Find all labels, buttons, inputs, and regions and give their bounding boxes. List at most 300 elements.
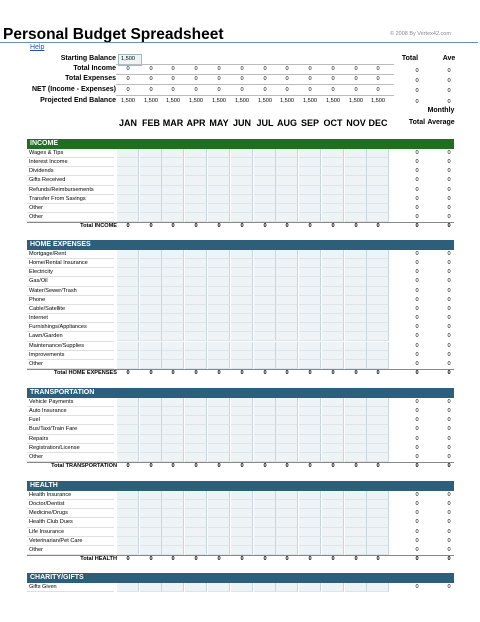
budget-input-cell[interactable]: [140, 213, 163, 222]
budget-input-cell[interactable]: [299, 360, 322, 369]
budget-input-cell[interactable]: [345, 351, 368, 360]
budget-input-cell[interactable]: [367, 444, 390, 453]
budget-input-cell[interactable]: [208, 435, 231, 444]
budget-input-cell[interactable]: [185, 583, 208, 592]
budget-input-cell[interactable]: [367, 398, 390, 407]
budget-input-cell[interactable]: [208, 453, 231, 462]
budget-input-cell[interactable]: [162, 176, 185, 185]
budget-input-cell[interactable]: [117, 195, 140, 204]
budget-input-cell[interactable]: [185, 351, 208, 360]
budget-input-cell[interactable]: [254, 398, 277, 407]
budget-input-cell[interactable]: [231, 453, 254, 462]
budget-input-cell[interactable]: [322, 453, 345, 462]
budget-input-cell[interactable]: [231, 491, 254, 500]
budget-input-cell[interactable]: [231, 186, 254, 195]
budget-input-cell[interactable]: [162, 323, 185, 332]
budget-input-cell[interactable]: [162, 528, 185, 537]
budget-input-cell[interactable]: [322, 277, 345, 286]
budget-input-cell[interactable]: [162, 332, 185, 341]
budget-input-cell[interactable]: [162, 186, 185, 195]
budget-input-cell[interactable]: [345, 435, 368, 444]
budget-input-cell[interactable]: [299, 158, 322, 167]
budget-input-cell[interactable]: [185, 176, 208, 185]
budget-input-cell[interactable]: [345, 491, 368, 500]
budget-input-cell[interactable]: [185, 323, 208, 332]
budget-input-cell[interactable]: [322, 204, 345, 213]
budget-input-cell[interactable]: [367, 360, 390, 369]
budget-input-cell[interactable]: [276, 204, 299, 213]
budget-input-cell[interactable]: [185, 360, 208, 369]
budget-input-cell[interactable]: [367, 314, 390, 323]
budget-input-cell[interactable]: [322, 444, 345, 453]
budget-input-cell[interactable]: [140, 305, 163, 314]
budget-input-cell[interactable]: [162, 407, 185, 416]
budget-input-cell[interactable]: [185, 277, 208, 286]
budget-input-cell[interactable]: [140, 407, 163, 416]
budget-input-cell[interactable]: [117, 167, 140, 176]
budget-input-cell[interactable]: [254, 250, 277, 259]
budget-input-cell[interactable]: [254, 444, 277, 453]
budget-input-cell[interactable]: [117, 528, 140, 537]
budget-input-cell[interactable]: [345, 176, 368, 185]
budget-input-cell[interactable]: [117, 296, 140, 305]
budget-input-cell[interactable]: [276, 491, 299, 500]
budget-input-cell[interactable]: [117, 416, 140, 425]
budget-input-cell[interactable]: [140, 167, 163, 176]
budget-input-cell[interactable]: [185, 398, 208, 407]
budget-input-cell[interactable]: [208, 213, 231, 222]
budget-input-cell[interactable]: [162, 259, 185, 268]
budget-input-cell[interactable]: [345, 583, 368, 592]
budget-input-cell[interactable]: [367, 407, 390, 416]
budget-input-cell[interactable]: [254, 500, 277, 509]
budget-input-cell[interactable]: [117, 444, 140, 453]
budget-input-cell[interactable]: [231, 407, 254, 416]
budget-input-cell[interactable]: [140, 425, 163, 434]
budget-input-cell[interactable]: [276, 342, 299, 351]
budget-input-cell[interactable]: [276, 305, 299, 314]
budget-input-cell[interactable]: [367, 268, 390, 277]
budget-input-cell[interactable]: [254, 195, 277, 204]
budget-input-cell[interactable]: [299, 296, 322, 305]
budget-input-cell[interactable]: [208, 360, 231, 369]
budget-input-cell[interactable]: [276, 360, 299, 369]
budget-input-cell[interactable]: [322, 342, 345, 351]
budget-input-cell[interactable]: [231, 314, 254, 323]
budget-input-cell[interactable]: [367, 259, 390, 268]
budget-input-cell[interactable]: [367, 435, 390, 444]
budget-input-cell[interactable]: [231, 305, 254, 314]
budget-input-cell[interactable]: [117, 158, 140, 167]
budget-input-cell[interactable]: [322, 158, 345, 167]
budget-input-cell[interactable]: [345, 213, 368, 222]
budget-input-cell[interactable]: [367, 537, 390, 546]
budget-input-cell[interactable]: [140, 444, 163, 453]
budget-input-cell[interactable]: [367, 250, 390, 259]
budget-input-cell[interactable]: [276, 287, 299, 296]
budget-input-cell[interactable]: [254, 546, 277, 555]
budget-input-cell[interactable]: [254, 287, 277, 296]
budget-input-cell[interactable]: [345, 342, 368, 351]
budget-input-cell[interactable]: [345, 509, 368, 518]
budget-input-cell[interactable]: [276, 453, 299, 462]
budget-input-cell[interactable]: [254, 425, 277, 434]
budget-input-cell[interactable]: [367, 158, 390, 167]
budget-input-cell[interactable]: [208, 195, 231, 204]
budget-input-cell[interactable]: [185, 149, 208, 158]
budget-input-cell[interactable]: [299, 537, 322, 546]
budget-input-cell[interactable]: [367, 277, 390, 286]
budget-input-cell[interactable]: [322, 546, 345, 555]
budget-input-cell[interactable]: [276, 176, 299, 185]
budget-input-cell[interactable]: [185, 546, 208, 555]
budget-input-cell[interactable]: [185, 342, 208, 351]
budget-input-cell[interactable]: [140, 323, 163, 332]
budget-input-cell[interactable]: [185, 537, 208, 546]
budget-input-cell[interactable]: [254, 416, 277, 425]
budget-input-cell[interactable]: [162, 351, 185, 360]
budget-input-cell[interactable]: [231, 176, 254, 185]
budget-input-cell[interactable]: [162, 195, 185, 204]
budget-input-cell[interactable]: [185, 305, 208, 314]
budget-input-cell[interactable]: [322, 259, 345, 268]
budget-input-cell[interactable]: [345, 546, 368, 555]
budget-input-cell[interactable]: [299, 250, 322, 259]
budget-input-cell[interactable]: [162, 296, 185, 305]
budget-input-cell[interactable]: [299, 491, 322, 500]
budget-input-cell[interactable]: [117, 149, 140, 158]
budget-input-cell[interactable]: [322, 323, 345, 332]
budget-input-cell[interactable]: [299, 444, 322, 453]
budget-input-cell[interactable]: [345, 287, 368, 296]
budget-input-cell[interactable]: [322, 500, 345, 509]
budget-input-cell[interactable]: [208, 277, 231, 286]
budget-input-cell[interactable]: [117, 360, 140, 369]
budget-input-cell[interactable]: [322, 213, 345, 222]
budget-input-cell[interactable]: [276, 259, 299, 268]
budget-input-cell[interactable]: [322, 416, 345, 425]
budget-input-cell[interactable]: [208, 323, 231, 332]
budget-input-cell[interactable]: [367, 195, 390, 204]
budget-input-cell[interactable]: [140, 277, 163, 286]
budget-input-cell[interactable]: [162, 268, 185, 277]
budget-input-cell[interactable]: [185, 195, 208, 204]
budget-input-cell[interactable]: [117, 425, 140, 434]
budget-input-cell[interactable]: [367, 176, 390, 185]
budget-input-cell[interactable]: [276, 314, 299, 323]
budget-input-cell[interactable]: [140, 287, 163, 296]
budget-input-cell[interactable]: [117, 213, 140, 222]
budget-input-cell[interactable]: [185, 435, 208, 444]
budget-input-cell[interactable]: [162, 537, 185, 546]
budget-input-cell[interactable]: [208, 167, 231, 176]
budget-input-cell[interactable]: [322, 287, 345, 296]
budget-input-cell[interactable]: [345, 268, 368, 277]
budget-input-cell[interactable]: [185, 158, 208, 167]
budget-input-cell[interactable]: [299, 186, 322, 195]
budget-input-cell[interactable]: [185, 491, 208, 500]
budget-input-cell[interactable]: [208, 416, 231, 425]
budget-input-cell[interactable]: [345, 453, 368, 462]
budget-input-cell[interactable]: [322, 351, 345, 360]
budget-input-cell[interactable]: [208, 259, 231, 268]
budget-input-cell[interactable]: [117, 500, 140, 509]
budget-input-cell[interactable]: [231, 546, 254, 555]
budget-input-cell[interactable]: [117, 204, 140, 213]
budget-input-cell[interactable]: [231, 360, 254, 369]
budget-input-cell[interactable]: [322, 509, 345, 518]
budget-input-cell[interactable]: [185, 204, 208, 213]
budget-input-cell[interactable]: [140, 158, 163, 167]
budget-input-cell[interactable]: [208, 204, 231, 213]
budget-input-cell[interactable]: [117, 287, 140, 296]
budget-input-cell[interactable]: [367, 509, 390, 518]
budget-input-cell[interactable]: [254, 342, 277, 351]
budget-input-cell[interactable]: [254, 332, 277, 341]
budget-input-cell[interactable]: [254, 323, 277, 332]
budget-input-cell[interactable]: [322, 250, 345, 259]
budget-input-cell[interactable]: [345, 259, 368, 268]
budget-input-cell[interactable]: [367, 167, 390, 176]
budget-input-cell[interactable]: [322, 332, 345, 341]
budget-input-cell[interactable]: [254, 158, 277, 167]
budget-input-cell[interactable]: [231, 149, 254, 158]
budget-input-cell[interactable]: [208, 583, 231, 592]
budget-input-cell[interactable]: [254, 277, 277, 286]
budget-input-cell[interactable]: [140, 250, 163, 259]
budget-input-cell[interactable]: [299, 314, 322, 323]
budget-input-cell[interactable]: [276, 167, 299, 176]
budget-input-cell[interactable]: [367, 204, 390, 213]
budget-input-cell[interactable]: [254, 491, 277, 500]
budget-input-cell[interactable]: [276, 528, 299, 537]
budget-input-cell[interactable]: [345, 305, 368, 314]
budget-input-cell[interactable]: [322, 398, 345, 407]
budget-input-cell[interactable]: [208, 425, 231, 434]
budget-input-cell[interactable]: [140, 360, 163, 369]
budget-input-cell[interactable]: [345, 314, 368, 323]
budget-input-cell[interactable]: [254, 213, 277, 222]
budget-input-cell[interactable]: [208, 186, 231, 195]
budget-input-cell[interactable]: [367, 518, 390, 527]
budget-input-cell[interactable]: [299, 195, 322, 204]
budget-input-cell[interactable]: [276, 268, 299, 277]
budget-input-cell[interactable]: [276, 500, 299, 509]
budget-input-cell[interactable]: [322, 435, 345, 444]
budget-input-cell[interactable]: [254, 583, 277, 592]
budget-input-cell[interactable]: [367, 416, 390, 425]
budget-input-cell[interactable]: [185, 500, 208, 509]
budget-input-cell[interactable]: [231, 509, 254, 518]
budget-input-cell[interactable]: [299, 407, 322, 416]
budget-input-cell[interactable]: [345, 195, 368, 204]
budget-input-cell[interactable]: [276, 250, 299, 259]
budget-input-cell[interactable]: [345, 500, 368, 509]
budget-input-cell[interactable]: [276, 416, 299, 425]
budget-input-cell[interactable]: [322, 407, 345, 416]
budget-input-cell[interactable]: [345, 277, 368, 286]
budget-input-cell[interactable]: [185, 444, 208, 453]
budget-input-cell[interactable]: [117, 453, 140, 462]
budget-input-cell[interactable]: [117, 435, 140, 444]
budget-input-cell[interactable]: [162, 546, 185, 555]
budget-input-cell[interactable]: [231, 167, 254, 176]
budget-input-cell[interactable]: [117, 518, 140, 527]
budget-input-cell[interactable]: [367, 453, 390, 462]
budget-input-cell[interactable]: [140, 500, 163, 509]
budget-input-cell[interactable]: [276, 149, 299, 158]
budget-input-cell[interactable]: [299, 287, 322, 296]
budget-input-cell[interactable]: [254, 167, 277, 176]
budget-input-cell[interactable]: [276, 509, 299, 518]
budget-input-cell[interactable]: [367, 287, 390, 296]
budget-input-cell[interactable]: [208, 342, 231, 351]
budget-input-cell[interactable]: [254, 259, 277, 268]
budget-input-cell[interactable]: [185, 186, 208, 195]
budget-input-cell[interactable]: [185, 509, 208, 518]
budget-input-cell[interactable]: [367, 296, 390, 305]
budget-input-cell[interactable]: [140, 583, 163, 592]
budget-input-cell[interactable]: [117, 546, 140, 555]
budget-input-cell[interactable]: [299, 149, 322, 158]
budget-input-cell[interactable]: [140, 268, 163, 277]
budget-input-cell[interactable]: [254, 407, 277, 416]
budget-input-cell[interactable]: [299, 268, 322, 277]
budget-input-cell[interactable]: [322, 583, 345, 592]
budget-input-cell[interactable]: [367, 583, 390, 592]
budget-input-cell[interactable]: [345, 149, 368, 158]
budget-input-cell[interactable]: [299, 435, 322, 444]
budget-input-cell[interactable]: [367, 342, 390, 351]
budget-input-cell[interactable]: [208, 149, 231, 158]
budget-input-cell[interactable]: [117, 305, 140, 314]
budget-input-cell[interactable]: [276, 351, 299, 360]
budget-input-cell[interactable]: [208, 509, 231, 518]
budget-input-cell[interactable]: [299, 425, 322, 434]
budget-input-cell[interactable]: [140, 149, 163, 158]
budget-input-cell[interactable]: [254, 453, 277, 462]
budget-input-cell[interactable]: [140, 528, 163, 537]
budget-input-cell[interactable]: [208, 500, 231, 509]
budget-input-cell[interactable]: [254, 186, 277, 195]
budget-input-cell[interactable]: [140, 518, 163, 527]
budget-input-cell[interactable]: [117, 583, 140, 592]
budget-input-cell[interactable]: [140, 195, 163, 204]
budget-input-cell[interactable]: [299, 518, 322, 527]
budget-input-cell[interactable]: [162, 398, 185, 407]
budget-input-cell[interactable]: [185, 213, 208, 222]
budget-input-cell[interactable]: [254, 518, 277, 527]
budget-input-cell[interactable]: [185, 314, 208, 323]
budget-input-cell[interactable]: [117, 407, 140, 416]
budget-input-cell[interactable]: [208, 537, 231, 546]
budget-input-cell[interactable]: [162, 149, 185, 158]
budget-input-cell[interactable]: [208, 546, 231, 555]
budget-input-cell[interactable]: [208, 287, 231, 296]
budget-input-cell[interactable]: [140, 259, 163, 268]
budget-input-cell[interactable]: [185, 250, 208, 259]
budget-input-cell[interactable]: [117, 250, 140, 259]
budget-input-cell[interactable]: [254, 360, 277, 369]
budget-input-cell[interactable]: [276, 398, 299, 407]
budget-input-cell[interactable]: [299, 583, 322, 592]
budget-input-cell[interactable]: [276, 296, 299, 305]
budget-input-cell[interactable]: [231, 195, 254, 204]
budget-input-cell[interactable]: [254, 314, 277, 323]
budget-input-cell[interactable]: [208, 268, 231, 277]
budget-input-cell[interactable]: [140, 398, 163, 407]
budget-input-cell[interactable]: [117, 314, 140, 323]
budget-input-cell[interactable]: [254, 204, 277, 213]
budget-input-cell[interactable]: [276, 213, 299, 222]
budget-input-cell[interactable]: [276, 323, 299, 332]
budget-input-cell[interactable]: [231, 500, 254, 509]
budget-input-cell[interactable]: [140, 546, 163, 555]
budget-input-cell[interactable]: [140, 332, 163, 341]
budget-input-cell[interactable]: [208, 314, 231, 323]
budget-input-cell[interactable]: [254, 149, 277, 158]
budget-input-cell[interactable]: [322, 425, 345, 434]
budget-input-cell[interactable]: [276, 435, 299, 444]
budget-input-cell[interactable]: [322, 296, 345, 305]
budget-input-cell[interactable]: [322, 528, 345, 537]
budget-input-cell[interactable]: [162, 583, 185, 592]
budget-input-cell[interactable]: [345, 186, 368, 195]
budget-input-cell[interactable]: [322, 305, 345, 314]
budget-input-cell[interactable]: [231, 296, 254, 305]
help-link[interactable]: Help: [30, 44, 45, 51]
budget-input-cell[interactable]: [208, 491, 231, 500]
budget-input-cell[interactable]: [367, 186, 390, 195]
budget-input-cell[interactable]: [276, 407, 299, 416]
budget-input-cell[interactable]: [322, 518, 345, 527]
budget-input-cell[interactable]: [140, 204, 163, 213]
budget-input-cell[interactable]: [162, 435, 185, 444]
budget-input-cell[interactable]: [208, 351, 231, 360]
budget-input-cell[interactable]: [231, 351, 254, 360]
budget-input-cell[interactable]: [299, 351, 322, 360]
budget-input-cell[interactable]: [299, 509, 322, 518]
budget-input-cell[interactable]: [231, 528, 254, 537]
budget-input-cell[interactable]: [254, 537, 277, 546]
budget-input-cell[interactable]: [162, 158, 185, 167]
budget-input-cell[interactable]: [117, 537, 140, 546]
budget-input-cell[interactable]: [185, 407, 208, 416]
budget-input-cell[interactable]: [185, 518, 208, 527]
budget-input-cell[interactable]: [299, 398, 322, 407]
budget-input-cell[interactable]: [299, 176, 322, 185]
budget-input-cell[interactable]: [208, 528, 231, 537]
budget-input-cell[interactable]: [208, 398, 231, 407]
budget-input-cell[interactable]: [299, 546, 322, 555]
budget-input-cell[interactable]: [322, 149, 345, 158]
budget-input-cell[interactable]: [322, 491, 345, 500]
budget-input-cell[interactable]: [117, 323, 140, 332]
budget-input-cell[interactable]: [254, 528, 277, 537]
budget-input-cell[interactable]: [367, 491, 390, 500]
budget-input-cell[interactable]: [299, 342, 322, 351]
budget-input-cell[interactable]: [299, 323, 322, 332]
budget-input-cell[interactable]: [185, 296, 208, 305]
budget-input-cell[interactable]: [208, 305, 231, 314]
budget-input-cell[interactable]: [231, 158, 254, 167]
budget-input-cell[interactable]: [185, 287, 208, 296]
budget-input-cell[interactable]: [276, 537, 299, 546]
budget-input-cell[interactable]: [322, 176, 345, 185]
budget-input-cell[interactable]: [367, 546, 390, 555]
budget-input-cell[interactable]: [367, 149, 390, 158]
budget-input-cell[interactable]: [117, 351, 140, 360]
